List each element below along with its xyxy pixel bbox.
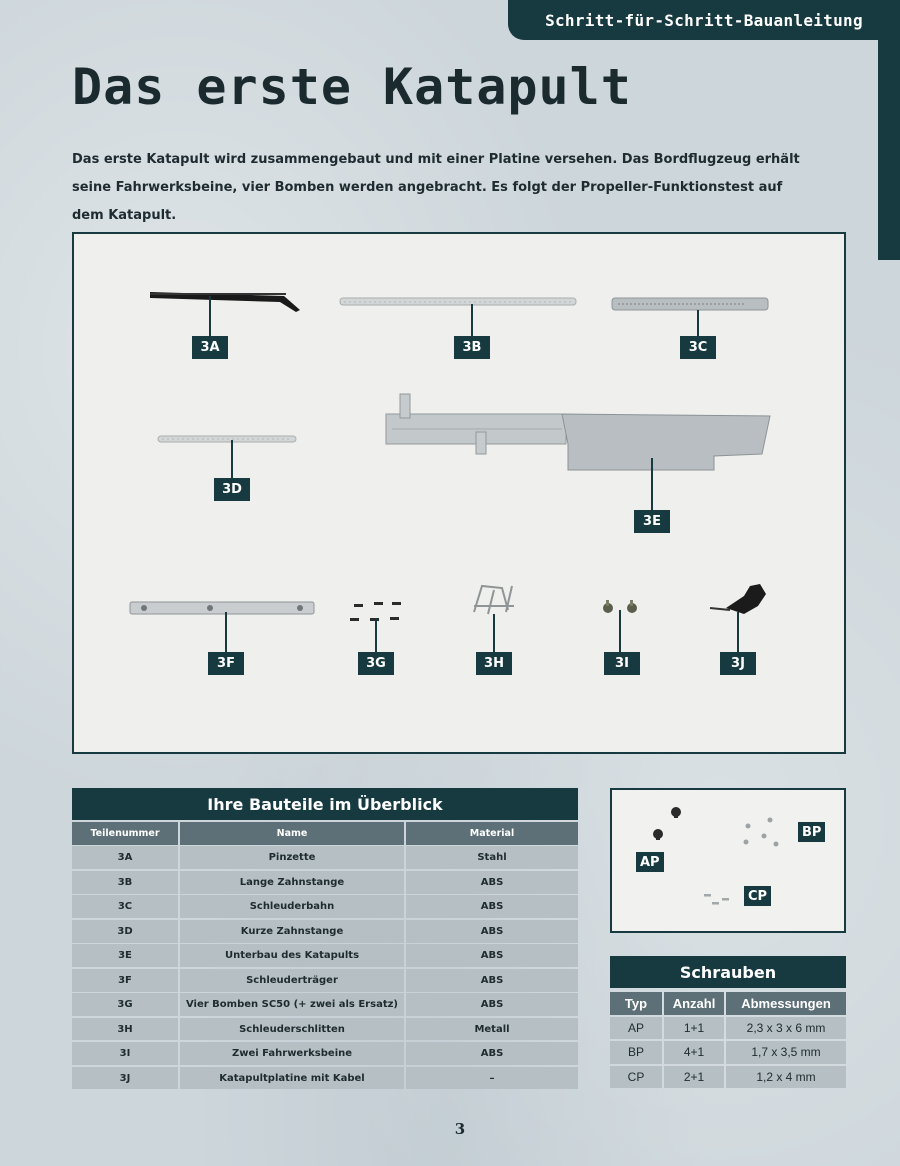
cell-material: Metall [406, 1018, 578, 1041]
screws-cp [704, 894, 729, 905]
cell-part-number: 3D [72, 920, 178, 943]
header-name: Name [180, 822, 404, 845]
screw-label-bp: BP [798, 822, 825, 842]
cell-part-number: 3A [72, 846, 178, 869]
cell-dimensions: 1,2 x 4 mm [726, 1066, 846, 1089]
cell-name: Zwei Fahrwerksbeine [180, 1042, 404, 1065]
table-row [72, 871, 578, 894]
parts-table [72, 822, 578, 1091]
photo-label-3c: 3C [680, 336, 716, 359]
table-row [72, 920, 578, 943]
cell-part-number: 3E [72, 944, 178, 967]
cell-count: 2+1 [664, 1066, 724, 1089]
table-row [72, 944, 578, 967]
cell-name: Lange Zahnstange [180, 871, 404, 894]
section-label: Schritt-für-Schritt-Bauanleitung [545, 10, 863, 30]
photo-label-3d: 3D [214, 478, 250, 501]
table-row [72, 993, 578, 1016]
header-type: Typ [610, 992, 662, 1015]
page-number: 3 [454, 1120, 466, 1138]
cell-part-number: 3G [72, 993, 178, 1016]
cell-name: Kurze Zahnstange [180, 920, 404, 943]
table-row [610, 1017, 846, 1040]
photo-label-3f: 3F [208, 652, 244, 675]
photo-label-3i: 3I [604, 652, 640, 675]
cell-name: Schleuderschlitten [180, 1018, 404, 1041]
table-row [72, 969, 578, 992]
table-row [72, 1067, 578, 1090]
cell-name: Schleuderbahn [180, 895, 404, 918]
cell-name: Katapultplatine mit Kabel [180, 1067, 404, 1090]
cell-material: ABS [406, 871, 578, 894]
photo-label-3g: 3G [358, 652, 394, 675]
cell-material: – [406, 1067, 578, 1090]
part-3e-base [386, 394, 770, 470]
parts-photo [72, 232, 846, 754]
cell-count: 4+1 [664, 1041, 724, 1064]
cell-name: Unterbau des Katapults [180, 944, 404, 967]
part-3a-tweezers [150, 292, 300, 312]
cell-material: ABS [406, 944, 578, 967]
cell-part-number: 3I [72, 1042, 178, 1065]
photo-label-3e: 3E [634, 510, 670, 533]
cell-type: CP [610, 1066, 662, 1089]
part-3d-short-rack [158, 436, 296, 442]
cell-dimensions: 2,3 x 3 x 6 mm [726, 1017, 846, 1040]
cell-material: ABS [406, 1042, 578, 1065]
cell-part-number: 3C [72, 895, 178, 918]
part-3h-sled [474, 586, 514, 614]
cell-name: Schleuderträger [180, 969, 404, 992]
section-header-tab [508, 0, 900, 40]
table-row [72, 1018, 578, 1041]
table-row [610, 1041, 846, 1064]
screws-table-header [610, 992, 846, 1015]
part-3b-long-rack [340, 298, 576, 305]
cell-material: ABS [406, 969, 578, 992]
parts-table-caption: Ihre Bauteile im Überblick [72, 788, 578, 820]
cell-material: ABS [406, 895, 578, 918]
photo-label-3a: 3A [192, 336, 228, 359]
screws-bp [744, 818, 779, 847]
header-count: Anzahl [664, 992, 724, 1015]
table-row [72, 846, 578, 869]
cell-material: ABS [406, 920, 578, 943]
screws-photo [610, 788, 846, 933]
cell-part-number: 3H [72, 1018, 178, 1041]
screws-table-caption: Schrauben [610, 956, 846, 988]
table-row [72, 1042, 578, 1065]
cell-material: Stahl [406, 846, 578, 869]
page-title: Das erste Katapult [72, 58, 632, 116]
screw-label-cp: CP [744, 886, 771, 906]
header-part-number: Teilenummer [72, 822, 178, 845]
part-3f-carrier [130, 602, 314, 614]
cell-type: BP [610, 1041, 662, 1064]
intro-paragraph: Das erste Katapult wird zusammengebaut und mit einer Platine versehen. Das Bordflugzeug erhält seine Fahrwerksbeine, vier Bomben werden angebracht. Es folgt der Propeller-Funktionstest auf dem Katapult. [72, 152, 800, 223]
table-row [72, 895, 578, 918]
cell-name: Pinzette [180, 846, 404, 869]
photo-label-3j: 3J [720, 652, 756, 675]
part-3c-track [612, 298, 768, 310]
photo-label-3b: 3B [454, 336, 490, 359]
screw-label-ap: AP [636, 852, 664, 872]
part-3j-board [710, 584, 766, 614]
side-accent-bar [878, 40, 900, 260]
header-dimensions: Abmessungen [726, 992, 846, 1015]
cell-count: 1+1 [664, 1017, 724, 1040]
cell-material: ABS [406, 993, 578, 1016]
header-material: Material [406, 822, 578, 845]
cell-part-number: 3F [72, 969, 178, 992]
photo-label-3h: 3H [476, 652, 512, 675]
cell-part-number: 3B [72, 871, 178, 894]
cell-type: AP [610, 1017, 662, 1040]
cell-part-number: 3J [72, 1067, 178, 1090]
cell-name: Vier Bomben SC50 (+ zwei als Ersatz) [180, 993, 404, 1016]
parts-table-header [72, 822, 578, 845]
table-row [610, 1066, 846, 1089]
cell-dimensions: 1,7 x 3,5 mm [726, 1041, 846, 1064]
screws-table [610, 992, 846, 1090]
screws-ap [653, 807, 681, 840]
